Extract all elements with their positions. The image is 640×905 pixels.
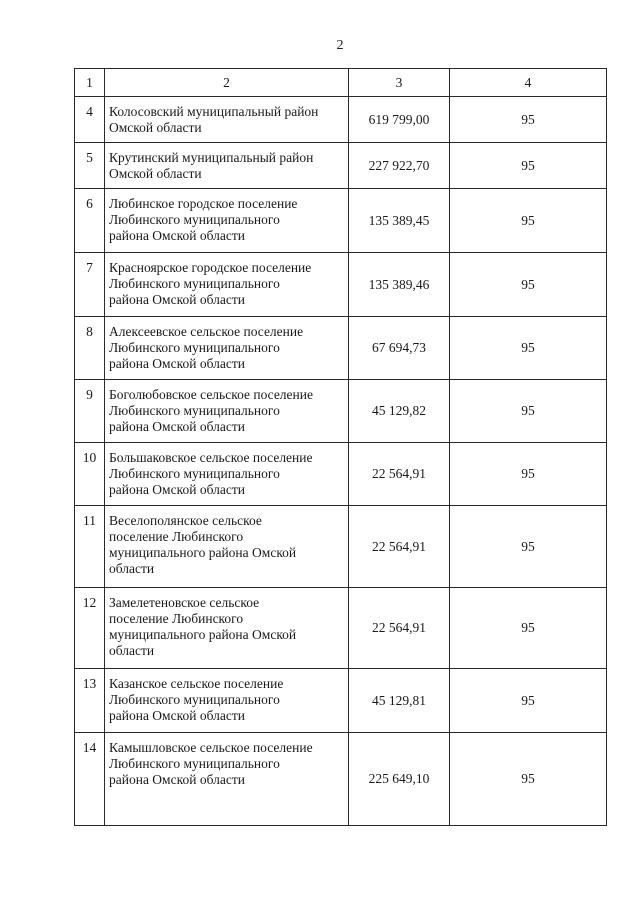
row-percent: 95 xyxy=(450,669,607,733)
row-percent: 95 xyxy=(450,317,607,380)
table-row xyxy=(75,669,607,733)
row-amount: 135 389,45 xyxy=(349,189,450,253)
row-number: 13 xyxy=(75,669,105,733)
row-number: 6 xyxy=(75,189,105,253)
row-name: Большаковское сельское поселение Любинского муниципального района Омской области xyxy=(105,443,349,506)
row-number: 12 xyxy=(75,588,105,669)
table-row xyxy=(75,506,607,588)
row-percent: 95 xyxy=(450,380,607,443)
row-amount: 22 564,91 xyxy=(349,506,450,588)
row-name: Алексеевское сельское поселение Любинского муниципального района Омской области xyxy=(105,317,349,380)
row-amount: 45 129,82 xyxy=(349,380,450,443)
table-row xyxy=(75,189,607,253)
row-percent: 95 xyxy=(450,506,607,588)
column-header-number: 1 xyxy=(75,69,105,97)
table-header-row xyxy=(75,69,607,97)
row-amount: 619 799,00 xyxy=(349,97,450,143)
row-number: 9 xyxy=(75,380,105,443)
row-number: 7 xyxy=(75,253,105,317)
row-amount: 225 649,10 xyxy=(349,733,450,826)
row-percent: 95 xyxy=(450,443,607,506)
row-percent: 95 xyxy=(450,97,607,143)
row-amount: 67 694,73 xyxy=(349,317,450,380)
table-row xyxy=(75,380,607,443)
row-percent: 95 xyxy=(450,588,607,669)
table-row xyxy=(75,143,607,189)
row-amount: 22 564,91 xyxy=(349,443,450,506)
row-number: 4 xyxy=(75,97,105,143)
table-row xyxy=(75,443,607,506)
row-name: Веселополянское сельское поселение Любинского муниципального района Омской области xyxy=(105,506,349,588)
row-number: 11 xyxy=(75,506,105,588)
row-number: 10 xyxy=(75,443,105,506)
row-number: 5 xyxy=(75,143,105,189)
table-row xyxy=(75,253,607,317)
allocation-table xyxy=(74,68,607,826)
row-number: 8 xyxy=(75,317,105,380)
table-row xyxy=(75,588,607,669)
row-amount: 135 389,46 xyxy=(349,253,450,317)
row-percent: 95 xyxy=(450,189,607,253)
row-name: Любинское городское поселение Любинского муниципального района Омской области xyxy=(105,189,349,253)
row-name: Крутинский муниципальный район Омской области xyxy=(105,143,349,189)
row-name: Камышловское сельское поселение Любинского муниципального района Омской области xyxy=(105,733,349,826)
row-name: Казанское сельское поселение Любинского муниципального района Омской области xyxy=(105,669,349,733)
column-header-name: 2 xyxy=(105,69,349,97)
row-amount: 22 564,91 xyxy=(349,588,450,669)
page-number: 2 xyxy=(336,38,344,53)
column-header-percent: 4 xyxy=(450,69,607,97)
table-row xyxy=(75,733,607,826)
table-row xyxy=(75,97,607,143)
column-header-amount: 3 xyxy=(349,69,450,97)
row-percent: 95 xyxy=(450,733,607,826)
table-row xyxy=(75,317,607,380)
row-amount: 227 922,70 xyxy=(349,143,450,189)
row-name: Красноярское городское поселение Любинского муниципального района Омской области xyxy=(105,253,349,317)
row-name: Замелетеновское сельское поселение Любинского муниципального района Омской области xyxy=(105,588,349,669)
row-name: Боголюбовское сельское поселение Любинского муниципального района Омской области xyxy=(105,380,349,443)
row-percent: 95 xyxy=(450,143,607,189)
row-number: 14 xyxy=(75,733,105,826)
row-amount: 45 129,81 xyxy=(349,669,450,733)
row-name: Колосовский муниципальный район Омской области xyxy=(105,97,349,143)
row-percent: 95 xyxy=(450,253,607,317)
